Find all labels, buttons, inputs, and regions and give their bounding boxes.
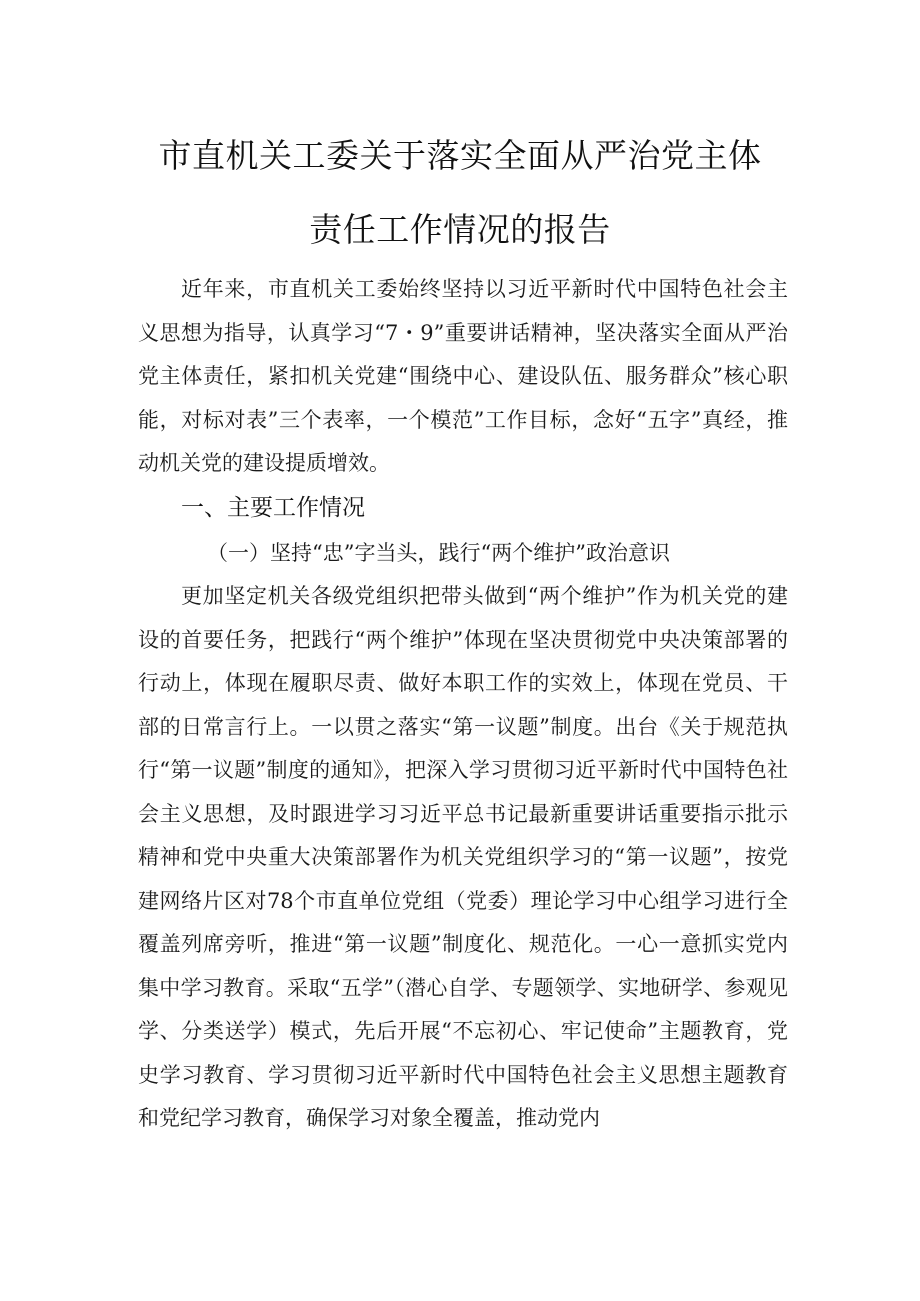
intro-paragraph: 近年来，市直机关工委始终坚持以习近平新时代中国特色社会主义思想为指导，认真学习“7・9”重要讲话精神，坚决落实全面从严治党主体责任，紧扣机关党建“围绕中心、建设队伍、服务群众”核心职能，对标对表”三个表率，一个模范”工作目标，念好“五字”真经，推动机关党的建设提质增效。 xyxy=(138,277,788,475)
document-title-line-2: 责任工作情况的报告 xyxy=(309,210,611,249)
body-paragraph: 更加坚定机关各级党组织把带头做到“两个维护”作为机关党的建设的首要任务，把践行“两个维护”体现在坚决贯彻党中央决策部署的行动上，体现在履职尽责、做好本职工作的实效上，体现在党员、干部的日常言行上。一以贯之落实“第一议题”制度。出台《关于规范执行“第一议题”制度的通知》，把深入学习贯彻习近平新时代中国特色社会主义思想，及时跟进学习习近平总书记最新重要讲话重要指示批示精神和党中央重大决策部署作为机关党组织学习的“第一议题”，按党建网络片区对78个市直单位党组（党委）理论学习中心组学习进行全覆盖列席旁听，推进“第一议题”制度化、规范化。一心一意抓实党内集中学习教育。采取“五学”（潜心自学、专题领学、实地研学、参观见学、分类送学）模式，先后开展“不忘初心、牢记使命”主题教育，党史学习教育、学习贯彻习近平新时代中国特色社会主义思想主题教育和党纪学习教育，确保学习对象全覆盖，推动党内 xyxy=(138,584,788,1130)
subsection-heading: （一）坚持“忠”字当头，践行“两个维护”政治意识 xyxy=(207,541,670,565)
document-title-line-1: 市直机关工委关于落实全面从严治党主体 xyxy=(158,136,762,175)
section-heading: 一、主要工作情况 xyxy=(181,495,365,521)
